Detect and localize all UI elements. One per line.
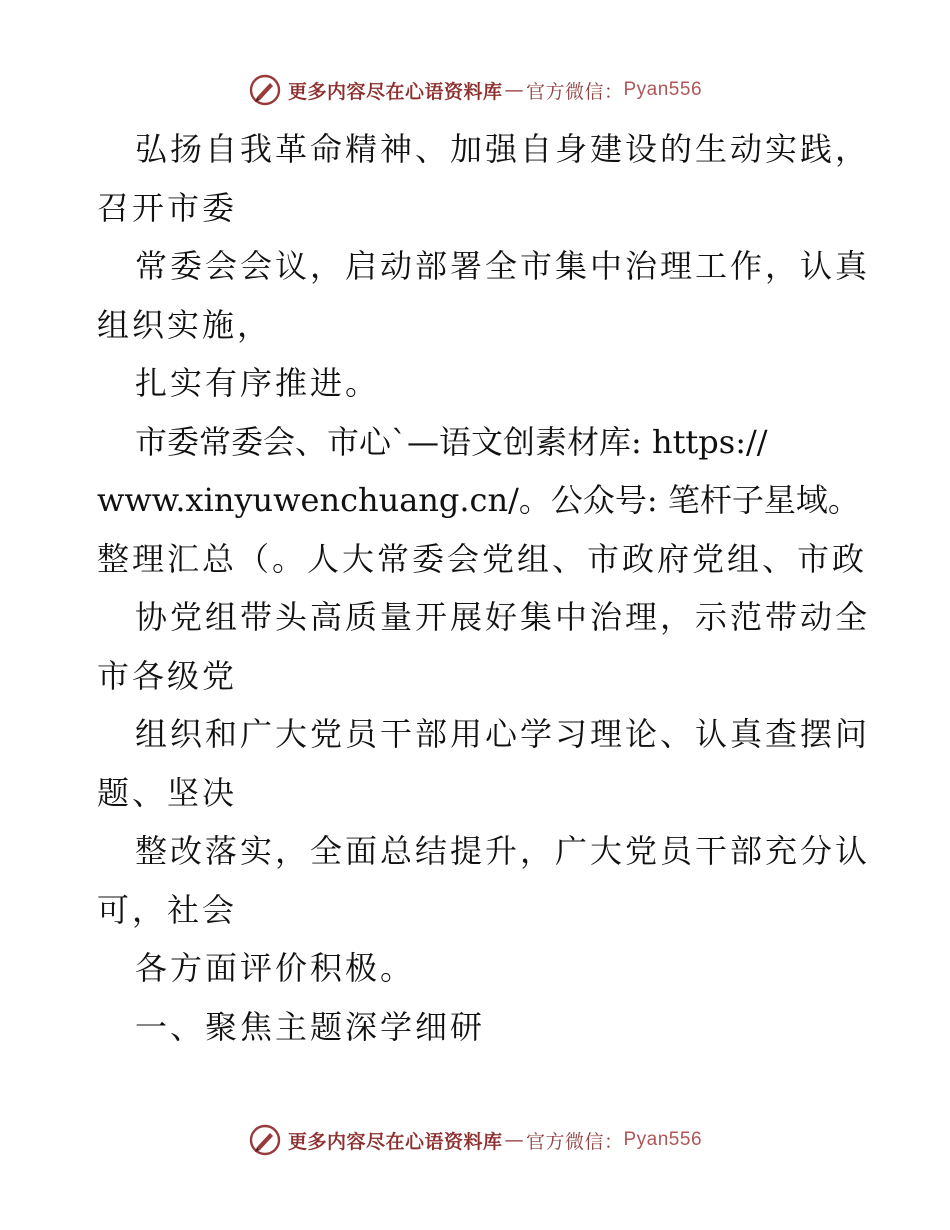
text-line: www.xinyuwenchuang.cn/。公众号: 笔杆子星域。 xyxy=(97,481,860,519)
text-line: 可，社会 xyxy=(97,890,238,929)
text-line: 组织实施， xyxy=(97,305,273,344)
watermark-official-label: 官方微信： xyxy=(525,1130,624,1153)
watermark-official-label: 官方微信： xyxy=(525,80,624,103)
section-heading: 一、聚焦主题深学细研 xyxy=(135,1007,486,1046)
text-line: 组织和广大党员干部用心学习理论、认真查摆问 xyxy=(135,715,871,753)
watermark-separator: — xyxy=(504,79,524,101)
watermark-wechat-id: Pyan556 xyxy=(623,1129,703,1150)
text-line: 召开市委 xyxy=(97,188,238,227)
footer-watermark xyxy=(0,1120,950,1160)
text-line: 协党组带头高质量开展好集中治理，示范带动全 xyxy=(135,598,871,636)
text-line: 弘扬自我革命精神、加强自身建设的生动实践， xyxy=(135,130,871,168)
text-line: 题、坚决 xyxy=(97,773,238,812)
watermark-main-text: 更多内容尽在心语资料库 xyxy=(287,80,503,103)
text-line: 整理汇总（。人大常委会党组、市政府党组、市政 xyxy=(97,539,868,578)
watermark-main-text: 更多内容尽在心语资料库 xyxy=(287,1130,503,1153)
text-line: 市各级党 xyxy=(97,656,238,695)
text-line: 市委常委会、市心`—语文创素材库: https:// xyxy=(135,422,768,461)
watermark-wechat-id: Pyan556 xyxy=(623,79,703,100)
watermark-separator: — xyxy=(504,1129,524,1151)
text-line: 扎实有序推进。 xyxy=(135,364,381,402)
pen-logo-icon xyxy=(248,73,282,107)
text-line: 整改落实，全面总结提升，广大党员干部充分认 xyxy=(135,832,871,870)
text-line: 常委会会议，启动部署全市集中治理工作，认真 xyxy=(135,247,871,285)
text-line: 各方面评价积极。 xyxy=(135,949,416,987)
header-watermark xyxy=(0,70,950,110)
pen-logo-icon xyxy=(248,1123,282,1157)
body-text xyxy=(97,120,871,1056)
